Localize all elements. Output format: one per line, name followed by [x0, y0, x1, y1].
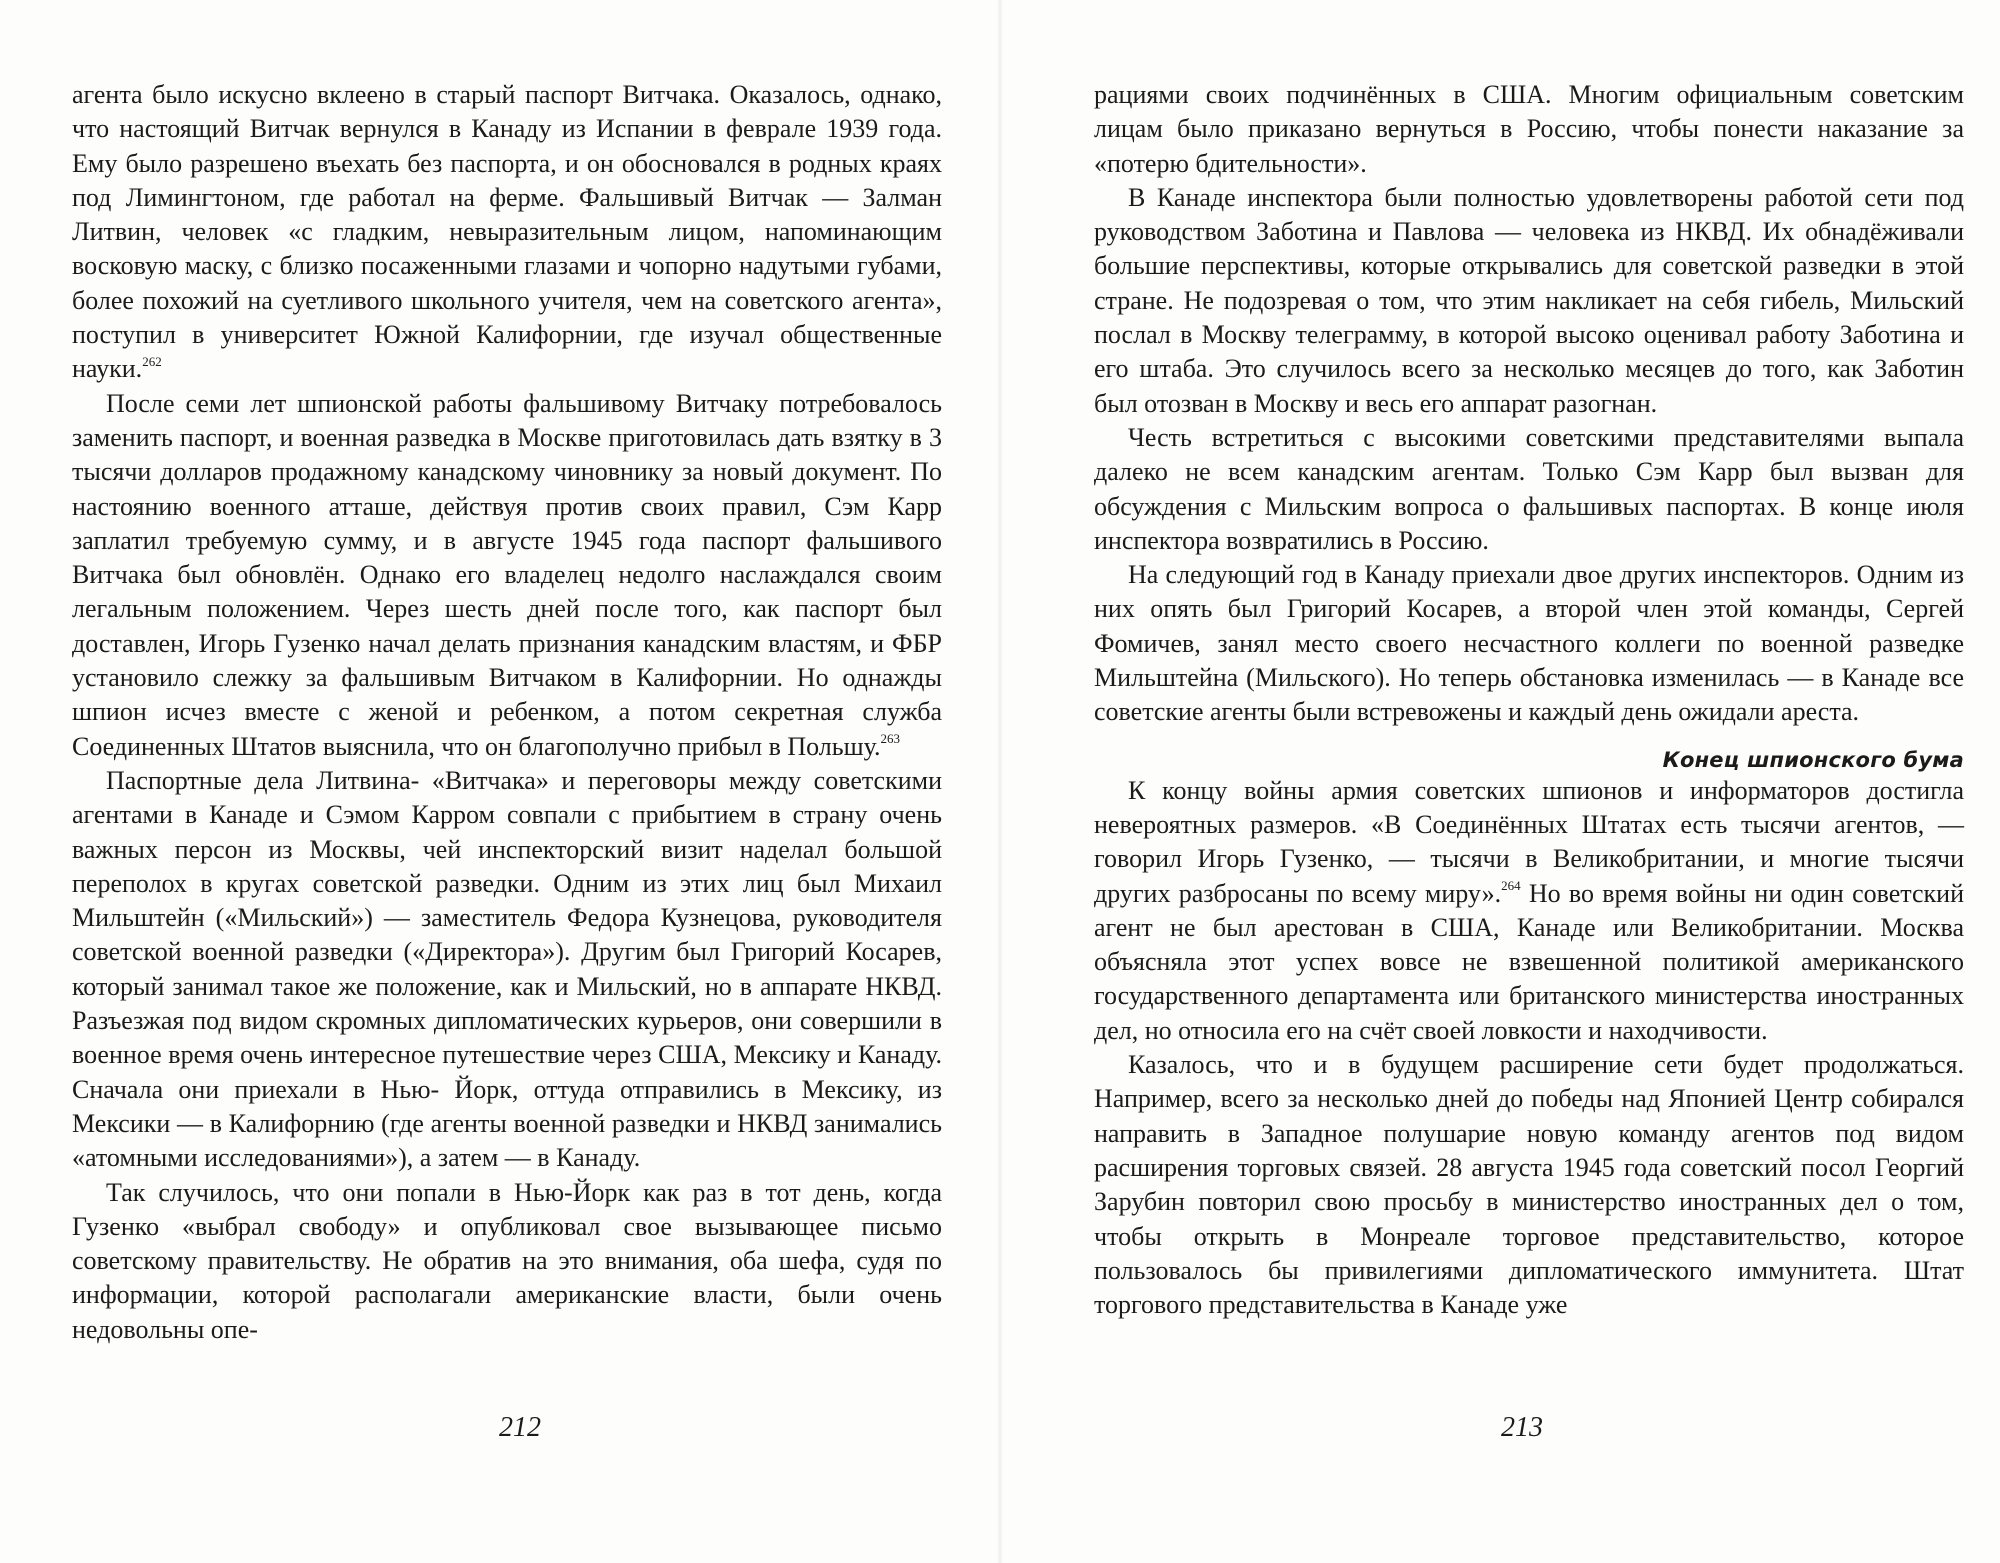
left-paragraph-3 [72, 764, 942, 1176]
right-paragraph-1 [1094, 78, 1964, 181]
page-number-left: 212 [499, 1412, 541, 1443]
paragraph-text: На следующий год в Канаду приехали двое других инспекторов. Одним из них опять был Григорий Косарев, а второй член этой команды, Сергей Фомичев, занял место своего несчастного коллеги по военной разведке Мильштейна (Мильского). Но теперь обстановка изменилась — в Канаде все советские агенты были встревожены и каждый день ожидали ареста. [1094, 560, 1964, 727]
footnote-marker: 264 [1501, 877, 1521, 893]
section-heading: Конец шпионского бума [1662, 747, 1964, 772]
paragraph-text: После семи лет шпионской работы фальшивому Витчаку потребовалось заменить паспорт, и военная разведка в Москве приготовилась дать взятку в 3 тысячи долларов продажному канадскому чиновнику за новый документ. По настоянию военного атташе, действуя против своих правил, Сэм Карр заплатил требуемую сумму, и в августе 1945 года паспорт фальшивого Витчака был обновлён. Однако его владелец недолго наслаждался своим легальным положением. Через шесть дней после того, как паспорт был доставлен, Игорь Гузенко начал делать признания канадским властям, и ФБР установило слежку за фальшивым Витчаком в Калифорнии. Но однажды шпион исчез вместе с женой и ребенком, а потом секретная служба Соединенных Штатов выяснила, что он благополучно прибыл в Польшу. [72, 388, 942, 761]
paragraph-text: рациями своих подчинённых в США. Многим официальным советским лицам было приказано вернуться в Россию, чтобы понести наказание за «потерю бдительности». [1094, 80, 1964, 178]
left-page [72, 78, 942, 1347]
paragraph-text-continued: Но во время войны ни один советский агент не был арестован в США, Канаде или Великобритании. Москва объясняла этот успех вовсе не взвешенной политикой американского государственного департамента или британского министерства иностранных дел, но относила его на счёт своей ловкости и находчивости. [1094, 878, 1964, 1045]
right-page [1094, 78, 1964, 1322]
right-paragraph-3 [1094, 421, 1964, 558]
paragraph-text: Так случилось, что они попали в Нью-Йорк как раз в тот день, когда Гузенко «выбрал свободу» и опубликовал свое вызывающее письмо советскому правительству. Не обратив на это внимания, оба шефа, судя по информации, которой располагали американские власти, были очень недовольны опе- [72, 1177, 942, 1344]
right-paragraph-4 [1094, 558, 1964, 729]
right-paragraph-6 [1094, 1048, 1964, 1322]
left-paragraph-4 [72, 1176, 942, 1347]
right-paragraph-5 [1094, 774, 1964, 1048]
paragraph-text: К концу войны армия советских шпионов и информаторов достигла невероятных размеров. «В Соединённых Штатах есть тысячи агентов, — говорил Игорь Гузенко, — тысячи в Великобритании, и многие тысячи других разбросаны по всему миру». [1094, 775, 1964, 908]
footnote-marker: 262 [142, 353, 162, 369]
left-paragraph-1 [72, 78, 942, 387]
left-paragraph-2 [72, 387, 942, 764]
paragraph-text: Честь встретиться с высокими советскими представителями выпала далеко не всем канадским агентам. Только Сэм Карр был вызван для обсуждения с Мильским вопроса о фальшивых паспортах. В конце июля инспектора возвратились в Россию. [1094, 422, 1964, 555]
page-number-right: 213 [1501, 1412, 1543, 1443]
footnote-marker: 263 [880, 730, 901, 746]
paragraph-text: В Канаде инспектора были полностью удовлетворены работой сети под руководством Заботина и Павлова — человека из НКВД. Их обнадёживали большие перспективы, которые открывались для советской разведки в этой стране. Не подозревая о том, что этим накликает на себя гибель, Мильский послал в Москву телеграмму, в которой высоко оценивал работу Заботина и его штаба. Это случилось всего за несколько месяцев до того, как Заботин был отозван в Москву и весь его аппарат разогнан. [1094, 182, 1964, 418]
book-gutter [997, 0, 1003, 1563]
paragraph-text: Казалось, что и в будущем расширение сети будет продолжаться. Например, всего за несколько дней до победы над Японией Центр собирался направить в Западное полушарие новую команду агентов под видом расширения торговых связей. 28 августа 1945 года советский посол Георгий Зарубин повторил свою просьбу в министерство иностранных дел о том, чтобы открыть в Монреале торговое представительство, которое пользовалось бы привилегиями дипломатического иммунитета. Штат торгового представительства в Канаде уже [1094, 1050, 1964, 1320]
paragraph-text: Паспортные дела Литвина- «Витчака» и переговоры между советскими агентами в Канаде и Сэмом Карром совпали с прибытием в страну очень важных персон из Москвы, чей инспекторский визит наделал большой переполох в кругах советской разведки. Одним из этих лиц был Михаил Мильштейн («Мильский») — заместитель Федора Кузнецова, руководителя советской военной разведки («Директора»). Другим был Григорий Косарев, который занимал такое же положение, как и Мильский, но в аппарате НКВД. Разъезжая под видом скромных дипломатических курьеров, они совершили в военное время очень интересное путешествие через США, Мексику и Канаду. Сначала они приехали в Нью- Йорк, оттуда отправились в Мексику, из Мексики — в Калифорнию (где агенты военной разведки и НКВД занимались «атомными исследованиями»), а затем — в Канаду. [72, 765, 942, 1173]
right-paragraph-2 [1094, 181, 1964, 421]
paragraph-text: агента было искусно вклеено в старый паспорт Витчака. Оказалось, однако, что настоящий Витчак вернулся в Канаду из Испании в феврале 1939 года. Ему было разрешено въехать без паспорта, и он обосновался в родных краях под Лимингтоном, где работал на ферме. Фальшивый Витчак — Залман Литвин, человек «с гладким, невыразительным лицом, напоминающим восковую маску, с близко посаженными глазами и чопорно надутыми губами, более похожий на суетливого школьного учителя, чем на советского агента», поступил в университет Южной Калифорнии, где изучал общественные науки. [72, 80, 942, 384]
